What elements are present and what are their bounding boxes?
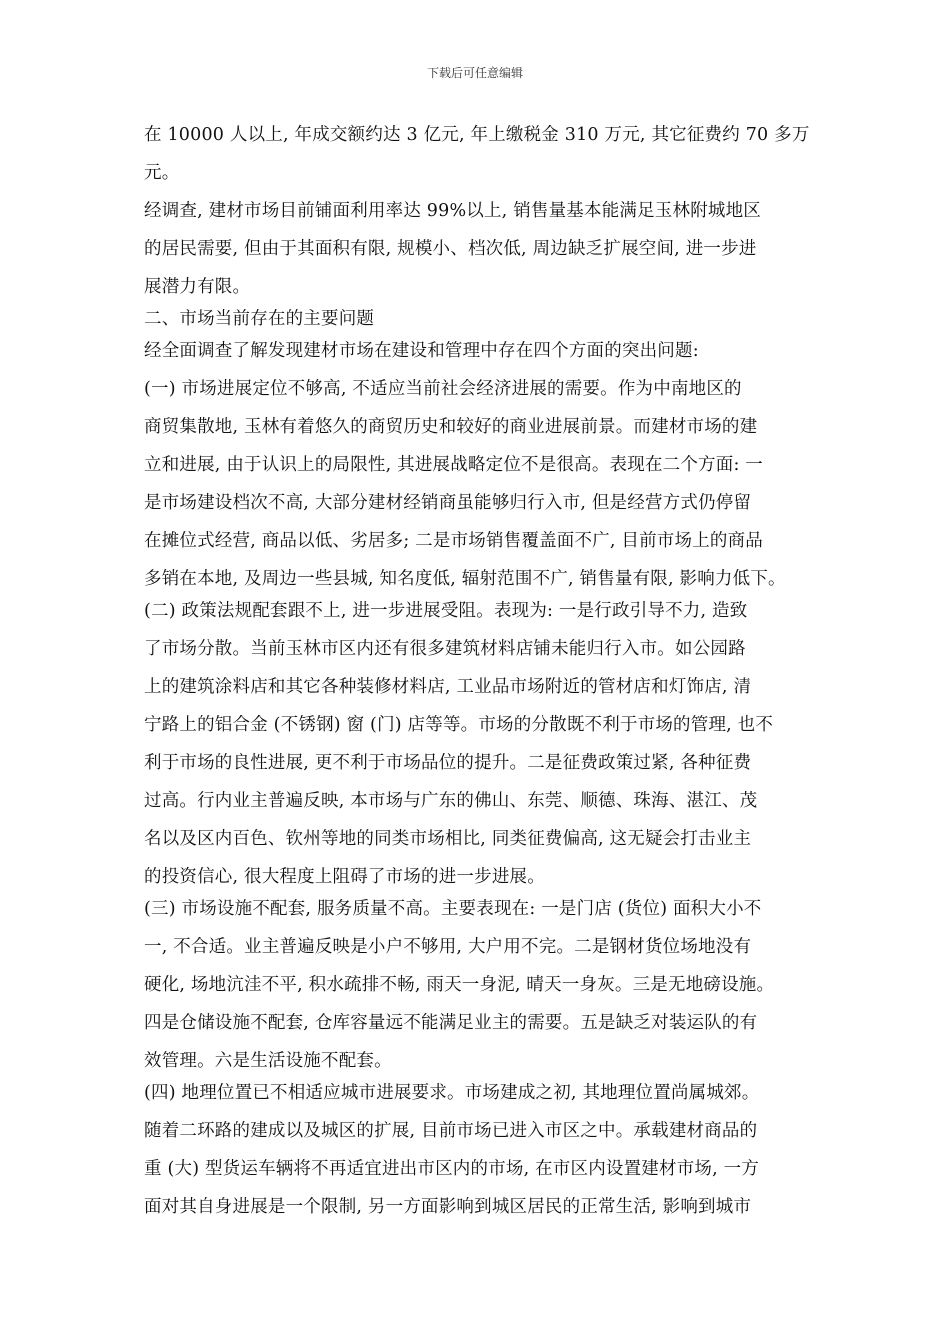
text-line: 经调查, 建材市场目前铺面利用率达 99%以上, 销售量基本能满足玉林附城地区 [144,201,762,221]
text-line: 硬化, 场地沆洼不平, 积水疏排不畅, 雨天一身泥, 晴天一身灰。三是无地磅设施。 [144,975,775,995]
text-line: 在 10000 人以上, 年成交额约达 3 亿元, 年上缴税金 310 万元, 其它征费约 70 多万 [144,125,810,145]
text-line: 二、市场当前存在的主要问题 [144,309,375,329]
text-line: 一, 不合适。业主普遍反映是小户不够用, 大户用不完。二是钢材货位场地没有 [144,937,752,957]
text-line: 元。 [144,163,180,183]
text-line: 立和进展, 由于认识上的局限性, 其进展战略定位不是很高。表现在二个方面: 一 [144,455,764,475]
text-line: 经全面调查了解发现建材市场在建设和管理中存在四个方面的突出问题: [144,341,699,361]
text-line: 在摊位式经营, 商品以低、劣居多; 二是市场销售覆盖面不广, 目前市场上的商品 [144,531,764,551]
text-line: 随着二环路的建成以及城区的扩展, 目前市场已进入市区之中。承载建材商品的 [144,1121,758,1141]
text-line: 过高。行内业主普遍反映, 本市场与广东的佛山、东莞、顺德、珠海、湛江、茂 [144,791,758,811]
text-line: 利于市场的良性进展, 更不利于市场品位的提升。二是征费政策过紧, 各种征费 [144,753,752,773]
text-line: (四) 地理位置已不相适应城市进展要求。市场建成之初, 其地理位置尚属城郊。 [144,1083,760,1103]
text-line: 效管理。六是生活设施不配套。 [144,1051,392,1071]
text-line: 展潜力有限。 [144,277,251,297]
text-line: 了市场分散。当前玉林市区内还有很多建筑材料店铺未能归行入市。如公园路 [144,639,746,659]
text-line: 是市场建设档次不高, 大部分建材经销商虽能够归行入市, 但是经营方式仍停留 [144,493,752,513]
text-line: (三) 市场设施不配套, 服务质量不高。主要表现在: 一是门店 (货位) 面积大小不 [144,899,762,919]
text-line: (二) 政策法规配套跟不上, 进一步进展受阻。表现为: 一是行政引导不力, 造致 [144,601,748,621]
text-line: 的投资信心, 很大程度上阻碍了市场的进一步进展。 [144,867,545,887]
page-header: 下载后可任意编辑 [426,66,523,80]
text-line: 名以及区内百色、钦州等地的同类市场相比, 同类征费偏高, 这无疑会打击业主 [144,829,752,849]
text-line: 宁路上的铝合金 (不锈钢) 窗 (门) 店等等。市场的分散既不利于市场的管理, 也不 [144,715,774,735]
text-line: 四是仓储设施不配套, 仓库容量远不能满足业主的需要。五是缺乏对装运队的有 [144,1013,758,1033]
text-line: 上的建筑涂料店和其它各种装修材料店, 工业品市场附近的管材店和灯饰店, 清 [144,677,752,697]
text-line: 面对其自身进展是一个限制, 另一方面影响到城区居民的正常生活, 影响到城市 [144,1197,752,1217]
text-line: 多销在本地, 及周边一些县城, 知名度低, 辐射范围不广, 销售量有限, 影响力低下。 [144,569,786,589]
text-line: 商贸集散地, 玉林有着悠久的商贸历史和较好的商业进展前景。而建材市场的建 [144,417,758,437]
text-line: (一) 市场进展定位不够高, 不适应当前社会经济进展的需要。作为中南地区的 [144,379,742,399]
text-line: 的居民需要, 但由于其面积有限, 规模小、档次低, 周边缺乏扩展空间, 进一步进 [144,239,757,259]
text-line: 重 (大) 型货运车辆将不再适宜进出市区内的市场, 在市区内设置建材市场, 一方 [144,1159,760,1179]
